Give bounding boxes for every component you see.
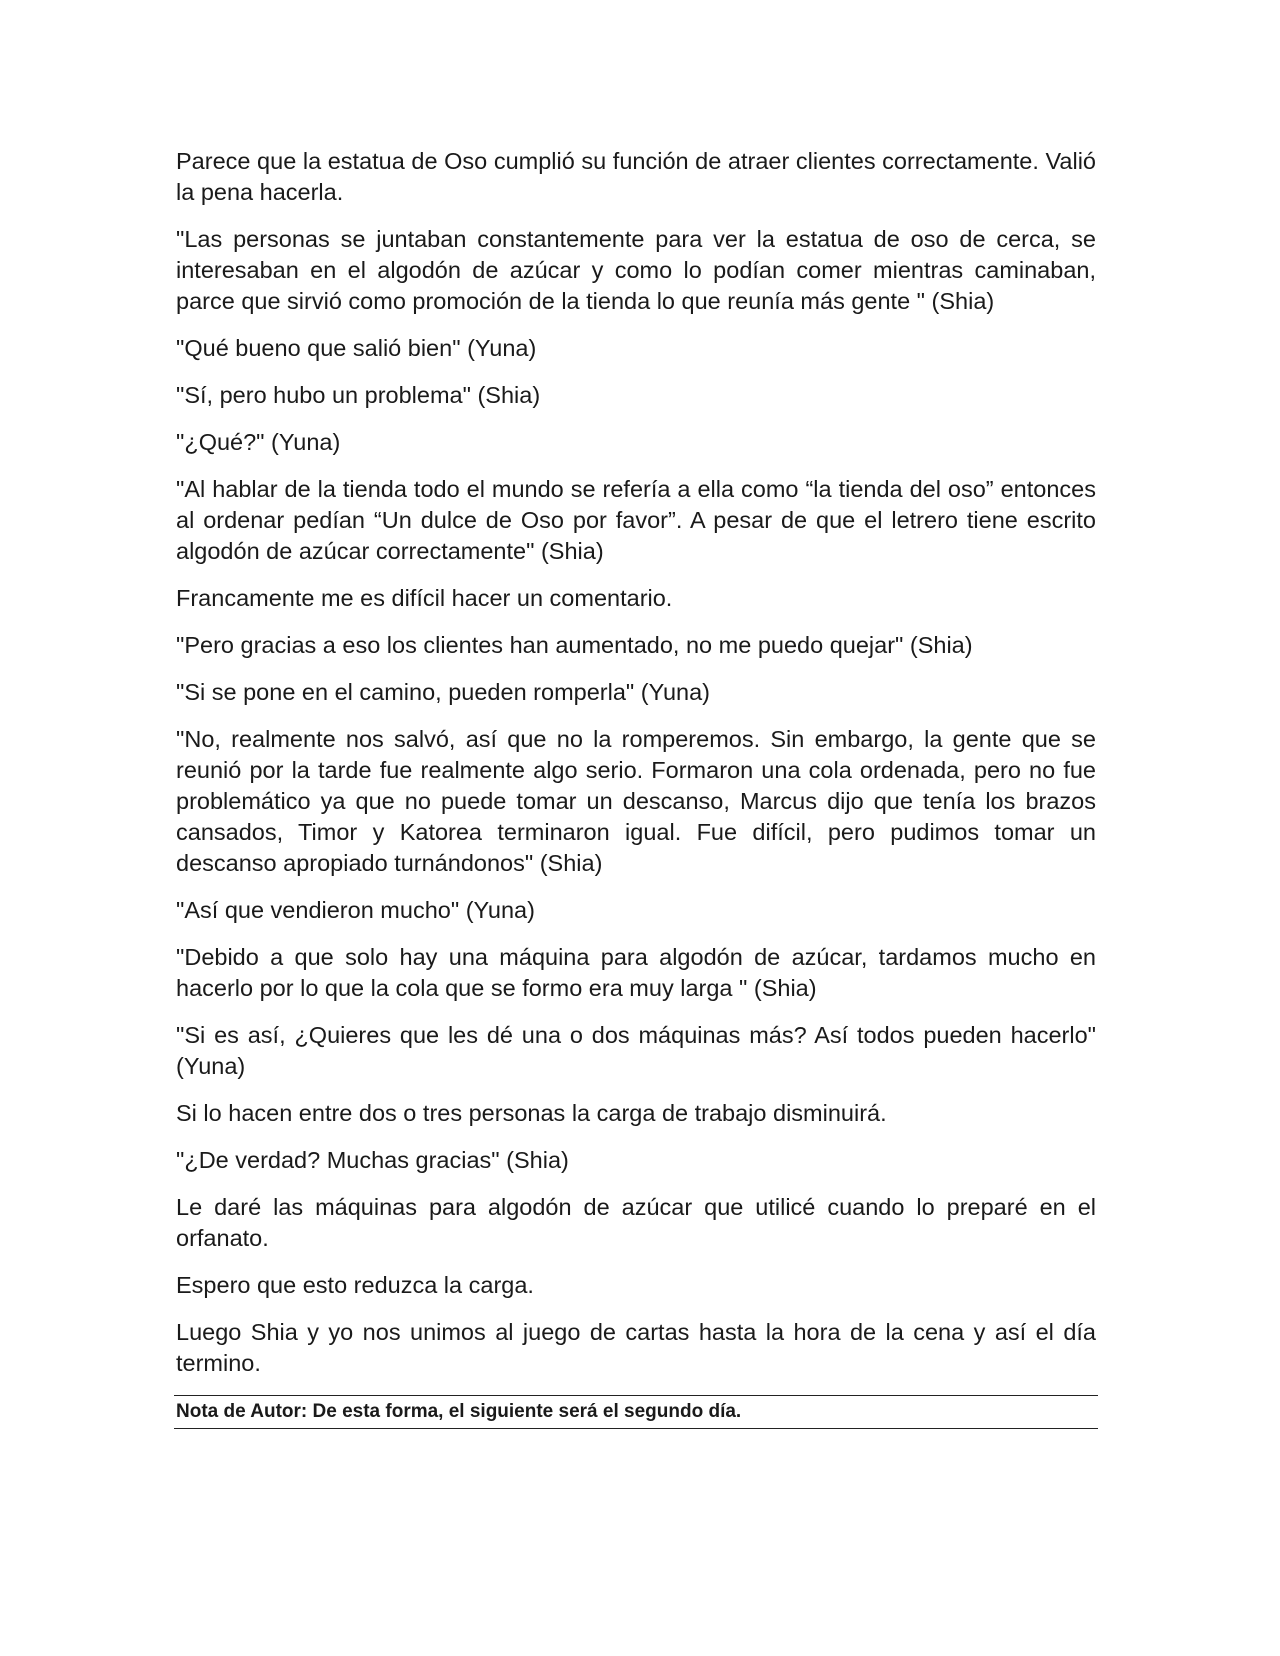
paragraph: "Las personas se juntaban constantemente para ver la estatua de oso de cerca, se interesaban en el algodón de azúcar y como lo podían comer mientras caminaban, parce que sirvió como promoción de la tienda lo que reunía más gente " (Shia) xyxy=(176,226,1096,314)
paragraph: "Sí, pero hubo un problema" (Shia) xyxy=(176,382,541,408)
paragraph: Parece que la estatua de Oso cumplió su función de atraer clientes correctamente. Valió la pena hacerla. xyxy=(176,148,1096,205)
paragraph: "No, realmente nos salvó, así que no la romperemos. Sin embargo, la gente que se reunió por la tarde fue realmente algo serio. Formaron una cola ordenada, pero no fue problemático ya que no puede tomar un descanso, Marcus dijo que tenía los brazos cansados, Timor y Katorea terminaron igual. Fue difícil, pero pudimos tomar un descanso apropiado turnándonos" (Shia) xyxy=(176,726,1096,876)
paragraph: Si lo hacen entre dos o tres personas la carga de trabajo disminuirá. xyxy=(176,1100,887,1126)
document-page xyxy=(176,146,1096,1429)
paragraph: Espero que esto reduzca la carga. xyxy=(176,1272,534,1298)
paragraph: Le daré las máquinas para algodón de azúcar que utilicé cuando lo preparé en el orfanato. xyxy=(176,1194,1096,1251)
paragraph: "Si es así, ¿Quieres que les dé una o dos máquinas más? Así todos pueden hacerlo" (Yuna) xyxy=(176,1022,1096,1079)
author-note-box xyxy=(174,1395,1098,1429)
paragraph: "Qué bueno que salió bien" (Yuna) xyxy=(176,335,537,361)
paragraph: "Así que vendieron mucho" (Yuna) xyxy=(176,897,535,923)
paragraph: "Al hablar de la tienda todo el mundo se refería a ella como “la tienda del oso” entonces al ordenar pedían “Un dulce de Oso por favor”. A pesar de que el letrero tiene escrito algodón de azúcar correctamente" (Shia) xyxy=(176,476,1096,564)
author-note: Nota de Autor: De esta forma, el siguiente será el segundo día. xyxy=(176,1401,742,1422)
paragraph: "¿De verdad? Muchas gracias" (Shia) xyxy=(176,1147,569,1173)
paragraph: "Pero gracias a eso los clientes han aumentado, no me puedo quejar" (Shia) xyxy=(176,632,973,658)
paragraph: "¿Qué?" (Yuna) xyxy=(176,429,341,455)
paragraph: Francamente me es difícil hacer un comentario. xyxy=(176,585,673,611)
paragraph: "Si se pone en el camino, pueden romperla" (Yuna) xyxy=(176,679,711,705)
paragraph: Luego Shia y yo nos unimos al juego de cartas hasta la hora de la cena y así el día termino. xyxy=(176,1319,1096,1376)
paragraph: "Debido a que solo hay una máquina para algodón de azúcar, tardamos mucho en hacerlo por lo que la cola que se formo era muy larga " (Shia) xyxy=(176,944,1096,1001)
